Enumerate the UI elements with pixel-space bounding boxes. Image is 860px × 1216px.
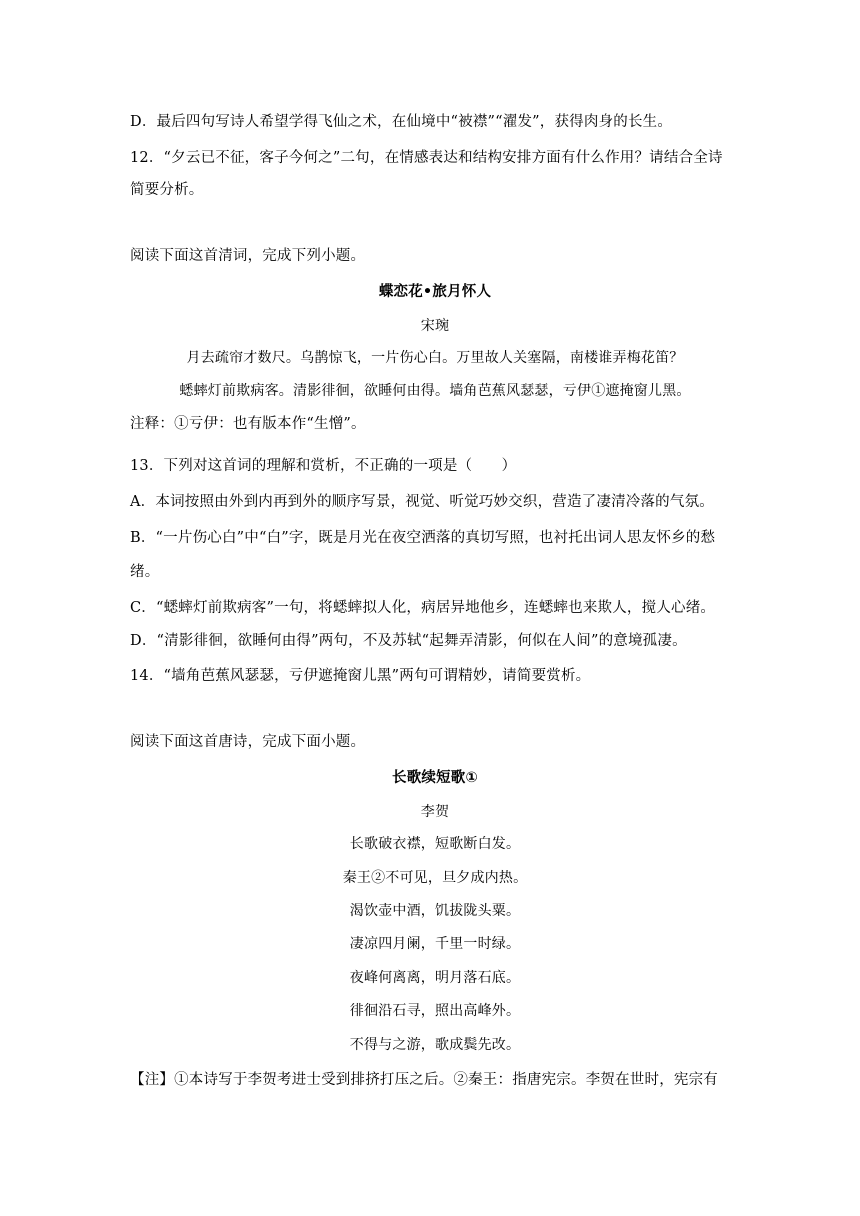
- section3-intro: 阅读下面这首唐诗，完成下面小题。: [130, 734, 366, 750]
- poem3-author: 李贺: [420, 804, 450, 820]
- q13-option-b-line1: B．“一片伤心白”中“白”字，既是月光在夜空洒落的真切写照，也衬托出词人思友怀乡的愁: [130, 530, 716, 546]
- poem2-line: 蟋蟀灯前欺病客。清影徘徊，欲睡何由得。墙角芭蕉风瑟瑟，亏伊①遮掩窗儿黑。: [179, 383, 691, 399]
- poem3-line: 徘徊沿石寻，照出高峰外。: [349, 1003, 521, 1019]
- poem3-note: 【注】①本诗写于李贺考进士受到排挤打压之后。②秦王：指唐宪宗。李贺在世时，宪宗有: [130, 1072, 718, 1088]
- q13-option-a: A．本词按照由外到内再到外的顺序写景，视觉、听觉巧妙交织，营造了凄清冷落的气氛。: [130, 494, 714, 510]
- poem2-line: 月去疏帘才数尺。乌鹊惊飞，一片伤心白。万里故人关塞隔，南楼谁弄梅花笛？: [186, 350, 684, 366]
- poem2-title: 蝶恋花•旅月怀人: [378, 284, 492, 300]
- q12-stem-line2: 简要分析。: [130, 182, 204, 198]
- q11-option-d: D．最后四句写诗人希望学得飞仙之术，在仙境中“被襟”“濯发”，获得肉身的长生。: [130, 114, 673, 130]
- q13-stem: 13．下列对这首词的理解和赏析，不正确的一项是（ ）: [130, 458, 517, 474]
- poem3-line: 夜峰何离离，明月落石底。: [349, 970, 521, 986]
- q13-option-c: C．“蟋蟀灯前欺病客”一句，将蟋蟀拟人化，病居异地他乡，连蟋蟀也来欺人，搅人心绪。: [130, 600, 716, 616]
- q13-option-d: D．“清影徘徊，欲睡何由得”两句，不及苏轼“起舞弄清影，何似在人间”的意境孤凄。: [130, 633, 687, 649]
- poem3-title: 长歌续短歌①: [392, 770, 478, 786]
- poem2-author: 宋琬: [420, 318, 450, 334]
- poem3-line: 秦王②不可见，旦夕成内热。: [342, 870, 528, 886]
- poem2-note: 注释：①亏伊：也有版本作“生憎”。: [130, 416, 366, 432]
- poem3-line: 长歌破衣襟，短歌断白发。: [349, 836, 521, 852]
- poem3-line: 不得与之游，歌成鬓先改。: [349, 1037, 521, 1053]
- poem3-line: 凄凉四月阑，千里一时绿。: [349, 936, 521, 952]
- poem3-line: 渴饮壶中酒，饥拔陇头粟。: [349, 903, 521, 919]
- q12-stem-line1: 12．“夕云已不征，客子今何之”二句，在情感表达和结构安排方面有什么作用？请结合全诗: [130, 150, 723, 166]
- q13-option-b-line2: 绪。: [130, 564, 160, 580]
- q14-stem: 14．“墙角芭蕉风瑟瑟，亏伊遮掩窗儿黑”两句可谓精妙，请简要赏析。: [130, 668, 591, 684]
- section2-intro: 阅读下面这首清词，完成下列小题。: [130, 248, 366, 264]
